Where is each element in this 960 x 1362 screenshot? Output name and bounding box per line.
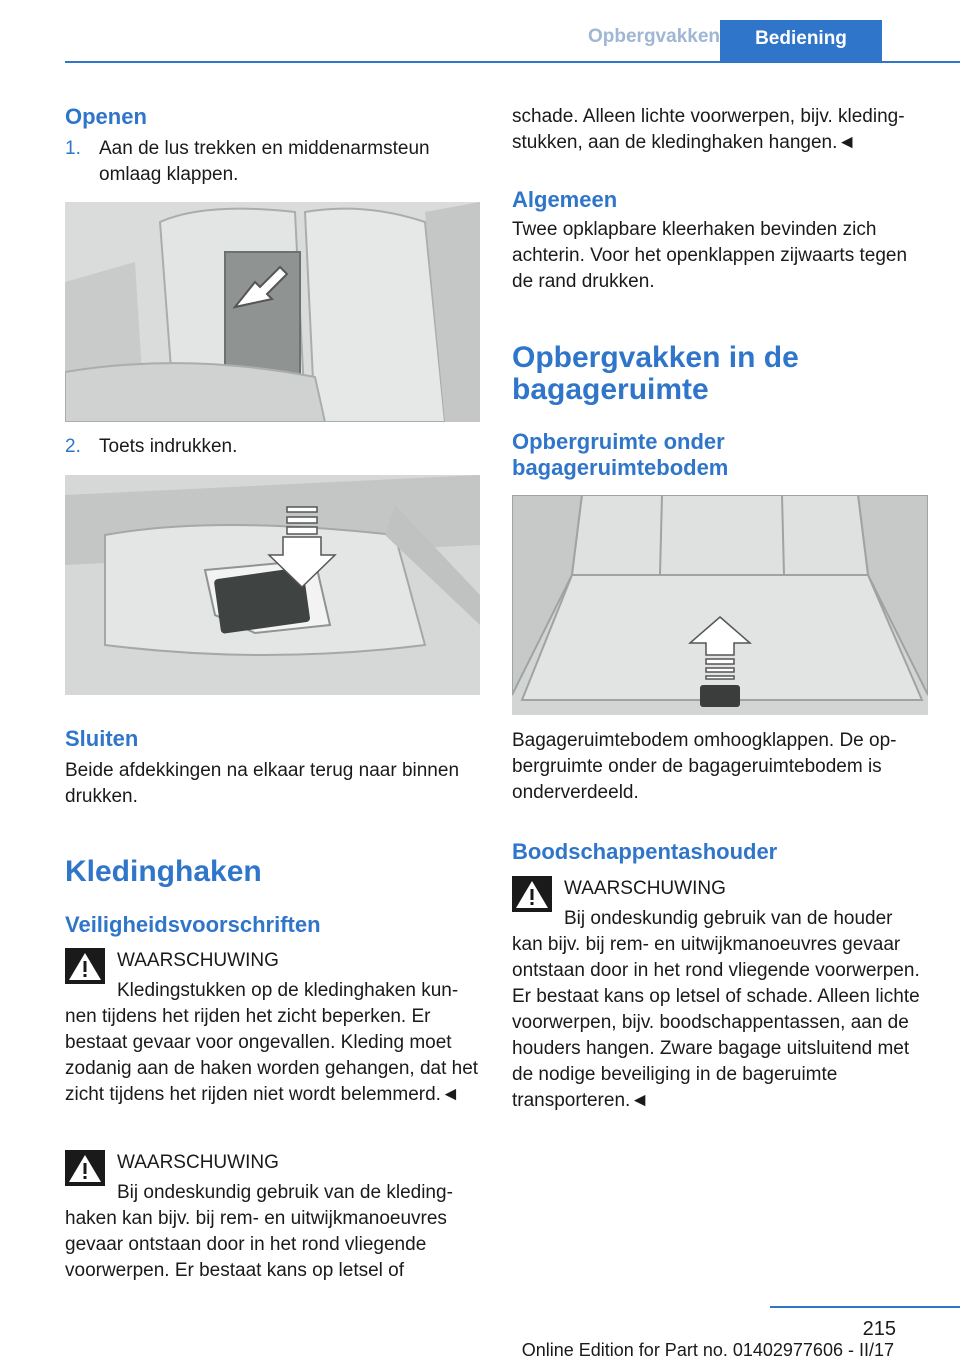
step-1 [65,136,481,192]
warning-block-2 [65,1150,481,1290]
section-tab[interactable]: Opbergvakken [588,26,720,47]
heading-algemeen: Algemeen [512,187,618,212]
heading-kledinghaken: Kledinghaken [65,855,262,888]
step-2-number: 2. [65,436,81,457]
warning-block-1 [65,948,481,1138]
warning-1-title: WAARSCHUWING [117,950,279,971]
step-2 [65,434,481,464]
bodem-text: Bagageruimtebodem omhoogklappen. De opbergruimte onder de bagageruimtebodem is onderverdeeld. [512,730,897,803]
warning-3-text: Bij ondeskundig gebruik van de houder kan bijv. bij rem- en uitwijkmanoeuvres gevaar ontstaan door in het rond vliegende voorwerpen. Er bestaat kans op letsel of schade. Alleen lichte voorwerpen, bijv. boodschappentassen, aan de houders hangen. Zware bagage uitsluitend met de nodige beveiliging in de bageruimte transporteren.◄ [512,908,920,1111]
heading-bagageruimte: Opbergvakken in de bagageruimte [512,341,799,406]
rear-seat-illustration [65,202,480,422]
heading-openen: Openen [65,104,147,129]
warning-3-title: WAARSCHUWING [564,878,726,899]
warning-2-title: WAARSCHUWING [117,1152,279,1173]
heading-opbergruimte-onder: Opbergruimte onder bagageruimtebodem [512,429,729,480]
heading-boodschappentashouder: Boodschappentashouder [512,839,778,864]
warning-2-text: Bij ondeskundig gebruik van de kledinghaken kan bijv. bij rem- en uitwijkmanoeuvres gevaar ontstaan door in het rond vliegende voorwerpen. Er bestaat kans op letsel of [65,1182,453,1281]
step-1-number: 1. [65,138,81,159]
continued-text: schade. Alleen lichte voorwerpen, bijv. kledingstukken, aan de kledinghaken hangen.◄ [512,106,905,153]
algemeen-text: Twee opklapbare kleerhaken bevinden zich achterin. Voor het openklappen zijwaarts tegen de rand drukken. [512,219,908,292]
step-1-text: Aan de lus trekken en middenarmsteun omlaag klappen. [99,138,430,185]
luggage-floor-illustration [512,495,928,715]
heading-sluiten: Sluiten [65,726,139,751]
heading-veiligheid: Veiligheidsvoorschriften [65,912,321,937]
figure-armrest-button [65,475,480,695]
page-number: 215 [862,1318,896,1340]
footer-rule [770,1306,960,1308]
warning-block-3 [512,876,928,1126]
figure-rear-seat-armrest [65,202,480,422]
edition-text: Online Edition for Part no. 01402977606 - II/17 [521,1340,894,1360]
warning-1-text: Kledingstukken op de kledinghaken kunnen tijdens het rijden het zicht beperken. Er bestaat gevaar voor ongevallen. Kleding moet zodanig aan de haken worden gehangen, dat het zicht tijdens het rijden niet wordt belemmerd.◄ [65,980,479,1105]
header-rule [65,61,960,63]
sluiten-text: Beide afdekkingen na elkaar terug naar binnen drukken. [65,760,460,807]
chapter-tab[interactable]: Bediening [720,20,882,62]
figure-luggage-floor [512,495,928,715]
page-header [0,0,960,62]
step-2-text: Toets indrukken. [99,436,238,457]
armrest-button-illustration [65,475,480,695]
